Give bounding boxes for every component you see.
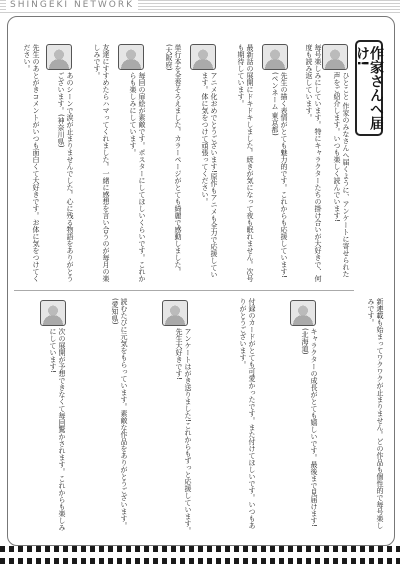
letter-text: 読むたびに元気をもらっています。素敵な作品をありがとうございます。(愛知県) <box>111 298 128 529</box>
letter-text: 毎回の扉絵が素敵です。ポスターにしてほしいくらいです。これからも楽しみにしています。 <box>129 72 146 282</box>
section-title-box <box>355 40 383 136</box>
page-header <box>0 0 400 14</box>
letter-text: キャラクターの成長がとても嬉しいです。最後まで見届けます!(北海道) <box>301 328 318 527</box>
letter-column <box>150 44 182 282</box>
letter-text: 単行本を全巻そろえました。カラーページがとても綺麗で感動しました。(大阪府) <box>165 44 182 275</box>
letter-text: 友達にすすめたらハマってくれました。一緒に感想を言い合うのが毎月の楽しみです。 <box>93 44 110 282</box>
section-title: 作家さんへ届け! <box>354 46 384 130</box>
letter-column <box>70 298 128 534</box>
reader-avatar-icon <box>190 44 216 70</box>
letter-text: アンケートはがき送りました!これからもずっと応援しています。先生大好きです! <box>175 328 192 534</box>
letter-text: 次の展開が予想できなくて毎回驚かされます。これからも楽しみにしています! <box>49 328 66 531</box>
letter-column <box>186 72 218 282</box>
letter-column <box>78 44 110 282</box>
letter-text: 毎号楽しみにしています。特にキャラクターたちの掛け合いが大好きで、何度も読み返しています。 <box>305 44 322 282</box>
letter-text: あのシーンで涙が止まりませんでした。心に残る物語をありがとうございます。(神奈川県) <box>57 72 74 282</box>
reader-avatar-icon <box>46 44 72 70</box>
letter-column <box>132 328 192 534</box>
letter-column <box>114 72 146 282</box>
letter-column <box>196 298 256 534</box>
letter-column <box>14 44 40 282</box>
letter-column <box>326 72 350 282</box>
letter-column <box>258 72 288 282</box>
header-label: SHINGEKI NETWORK <box>6 0 138 10</box>
letter-text: 先生のあとがきコメントがいつも面白くて大好きです。お体に気をつけてください。 <box>23 44 40 282</box>
letter-text: 新連載も始まってワクワクが止まりません。どの作品も個性的で毎号楽しみです。 <box>367 298 384 529</box>
letter-text: 付録のカードがとても可愛かったです。また付けてほしいです。いつもありがとうございます。 <box>239 298 256 529</box>
letter-column <box>292 44 322 282</box>
letter-column <box>42 72 74 282</box>
letter-text: 先生の描く表情がとても魅力的です。これからも応援しています!(ペンネーム 東京都) <box>271 72 288 278</box>
reader-avatar-icon <box>322 44 348 70</box>
reader-avatar-icon <box>162 300 188 326</box>
reader-avatar-icon <box>290 300 316 326</box>
row-divider <box>14 290 354 291</box>
reader-avatar-icon <box>40 300 66 326</box>
reader-avatar-icon <box>262 44 288 70</box>
letter-column <box>14 328 66 534</box>
letter-column <box>260 328 318 534</box>
reader-avatar-icon <box>118 44 144 70</box>
page-footer-border <box>0 546 400 564</box>
letter-column <box>322 298 384 534</box>
letter-column <box>222 44 254 282</box>
letter-text: ひとこと 作家のみなさんへ届くように、アンケートに寄せられた声をご紹介します。いつも楽しく読んでいます! <box>333 72 350 278</box>
letter-text: 最新話の展開にドキドキしました。続きが気になって夜も眠れません。次号も期待しています。 <box>237 44 254 282</box>
letter-text: アニメ化おめでとうございます!原作もアニメも全力で応援しています。体に気をつけて頑張ってください。 <box>201 72 218 278</box>
